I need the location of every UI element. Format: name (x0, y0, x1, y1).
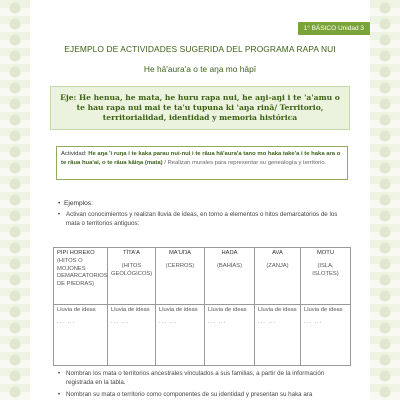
ejemplos-label: Ejemplos: (63, 200, 93, 207)
bullet-icon: • (58, 371, 61, 377)
cell-text: Lluvia de ideas (304, 307, 343, 313)
list-item-text: Nombran su mata o territorio como componentes de su identidad y presentan su haka ara (66, 391, 313, 398)
table-cell (54, 305, 108, 366)
table-header-cell (156, 248, 205, 305)
cell-ellipsis: ... ... (159, 318, 178, 325)
table-cell (108, 305, 156, 366)
header-translation: (BAHÍAS) (216, 262, 243, 269)
table-cell (156, 305, 205, 366)
cell-text: Lluvia de ideas (208, 307, 247, 313)
cell-text: Lluvia de ideas (57, 307, 96, 313)
actividad-spanish-text: Realizan murales para representar su genealogía y territorio. (167, 159, 327, 166)
cell-text: Lluvia de ideas (111, 307, 150, 313)
eje-text: Eje: He henua, he mata, he huru rapa nui, he aŋi-aŋi i te 'a'amu o te hau rapa nui mai te ta'u tupuna ki 'aŋa rinā/ Territorio, territorialidad, identidad y memoria histórica (60, 92, 340, 123)
page-title: EJEMPLO DE ACTIVIDADES SUGERIDA DEL PROGRAMA RAPA NUI (64, 44, 336, 54)
actividad-separator: / (162, 159, 168, 166)
cell-text: Lluvia de ideas (258, 307, 297, 313)
cell-ellipsis: ... ... (208, 318, 227, 325)
table-cell (301, 305, 351, 366)
list-item (58, 211, 351, 229)
list-item-text: Nombran los mata o territorios ancestrales vinculados a sus familias, a partir de la información registrada en la tabla. (66, 370, 325, 386)
territory-table (53, 247, 351, 366)
table-header-cell (255, 248, 301, 305)
header-word: MOTU (316, 250, 335, 256)
eje-banner (50, 86, 350, 130)
cell-ellipsis: ... ... (304, 318, 323, 325)
actividad-box (56, 146, 348, 180)
grade-unit-badge: 1° BÁSICO Unidad 3 (298, 22, 370, 35)
table-header-row (54, 248, 351, 305)
table-cell (255, 305, 301, 366)
table-row (54, 305, 351, 366)
table-header-cell (54, 248, 108, 305)
bullet-icon: • (58, 392, 61, 398)
header-word: HAŊA (221, 250, 238, 256)
cell-ellipsis: ... ... (258, 318, 277, 325)
bullet-icon: • (58, 200, 64, 207)
cell-ellipsis: ... ... (111, 318, 130, 325)
header-word: TĪTA'A (122, 250, 141, 256)
cell-ellipsis: ... ... (57, 318, 76, 325)
ejemplos-heading (58, 200, 93, 207)
table-cell (205, 305, 255, 366)
header-translation: (ZANJA) (266, 262, 289, 269)
list-item (58, 391, 351, 400)
decorative-side-pattern-left (0, 0, 30, 400)
table-header-cell (301, 248, 351, 305)
actividad-label: Actividad: (61, 151, 87, 157)
header-translation: (HITOS O MOJONES DEMARCATORIOS DE PIEDRAS) (57, 257, 108, 288)
table-header-cell (108, 248, 156, 305)
header-translation: (CERROS) (165, 262, 195, 269)
header-word: MA'UŊA (168, 250, 192, 256)
header-translation: (HITOS GEOLÓGICOS) (111, 262, 153, 277)
decorative-side-pattern-right (370, 0, 400, 400)
header-translation: (ISLA, ISLOTES) (312, 262, 339, 277)
cell-text: Lluvia de ideas (159, 307, 198, 313)
header-word: AVA (272, 250, 283, 256)
actividad-rapanui-text: He aŋa 'i ruŋa i te kaka parau nui-nui i te rāua hā'aura'a tano mo haka take'a i te haka ara o te rāua hua'ai, o te rāua kāiŋa (mata) (61, 151, 341, 166)
table-header-cell (205, 248, 255, 305)
page-subtitle: He hā'aura'a o te aŋa mo hāpī (143, 64, 257, 74)
list-item-text: Activan conocimientos y realizan lluvia de ideas, en torno a elementos o hitos demarcatorios de los mata o territorios antiguos: (66, 211, 338, 227)
header-word: PIPI HOREKO (57, 250, 95, 256)
bullet-icon: • (58, 212, 61, 218)
list-item (58, 370, 351, 388)
